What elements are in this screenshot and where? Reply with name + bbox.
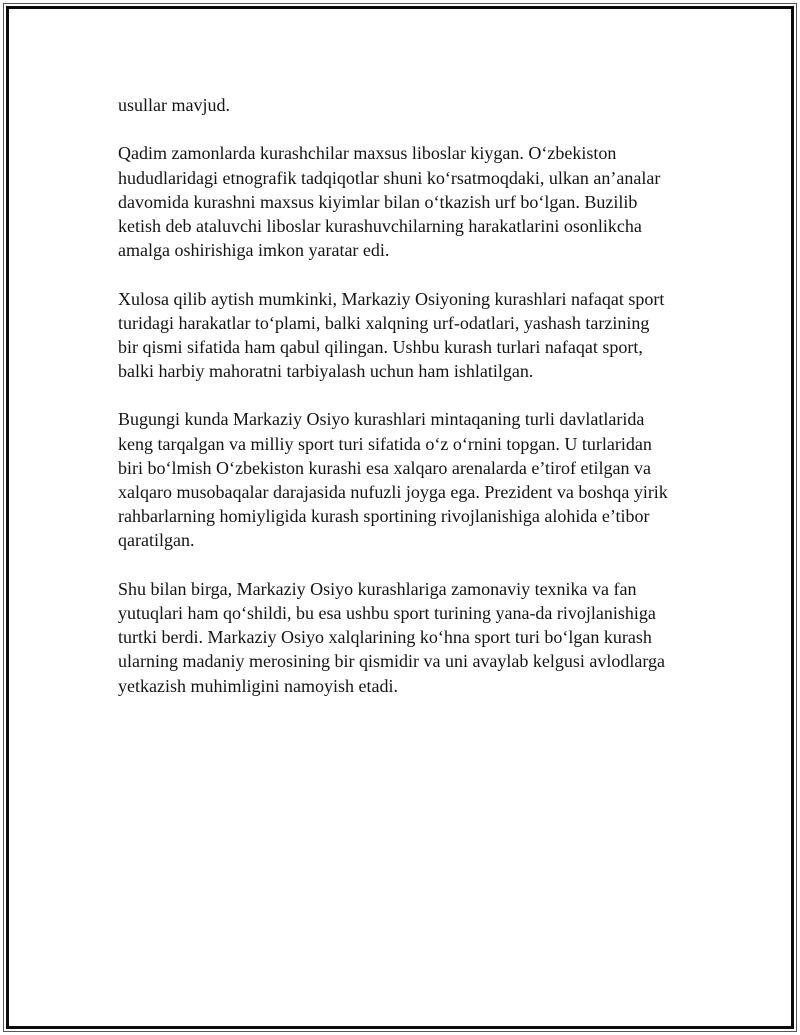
- text-line: ketish deb ataluvchi liboslar kurashuvchilarning harakatlarini osonlikcha: [118, 215, 642, 236]
- paragraph-2: [118, 141, 718, 262]
- paragraph-1: [118, 93, 718, 117]
- text-line: xalqaro musobaqalar darajasida nufuzli joyga ega. Prezident va boshqa yirik: [118, 482, 668, 502]
- text-line: Shu bilan birga, Markaziy Osiyo kurashlariga zamonaviy texnika va fan: [118, 578, 637, 599]
- text-line: biri bo‘lmish O‘zbekiston kurashi esa xalqaro arenalarda e’tirof etilgan va: [118, 457, 651, 478]
- text-line: yutuqlari ham qo‘shildi, bu esa ushbu sport turining yana-da rivojlanishiga: [118, 602, 656, 623]
- text-line: hududlaridagi etnografik tadqiqotlar shuni ko‘rsatmoqdaki, ulkan an’analar: [118, 167, 661, 188]
- text-line: qaratilgan.: [118, 530, 195, 551]
- text-line: bir qismi sifatida ham qabul qilingan. Ushbu kurash turlari nafaqat sport,: [118, 336, 643, 357]
- text-line: Bugungi kunda Markaziy Osiyo kurashlari mintaqaning turli davlatlarida: [118, 409, 645, 430]
- text-line: turidagi harakatlar to‘plami, balki xalqning urf-odatlari, yashash tarzining: [118, 312, 650, 333]
- text-line: balki harbiy mahoratni tarbiyalash uchun ham ishlatilgan.: [118, 361, 534, 382]
- text-line: keng tarqalgan va milliy sport turi sifatida o‘z o‘rnini topgan. U turlaridan: [118, 433, 652, 454]
- text-line: Qadim zamonlarda kurashchilar maxsus liboslar kiygan. O‘zbekiston: [118, 143, 617, 164]
- paragraph-4: [118, 407, 718, 552]
- text-line: davomida kurashni maxsus kiyimlar bilan o‘tkazish urf bo‘lgan. Buzilib: [118, 191, 638, 212]
- text-line: amalga oshirishiga imkon yaratar edi.: [118, 240, 390, 261]
- text-line: ularning madaniy merosining bir qismidir va uni avaylab kelgusi avlodlarga: [118, 651, 666, 672]
- text-line: Xulosa qilib aytish mumkinki, Markaziy Osiyoning kurashlari nafaqat sport: [118, 288, 665, 309]
- document-body: [118, 93, 718, 722]
- paragraph-5: [118, 577, 718, 698]
- text-line: rahbarlarning homiyligida kurash sportining rivojlanishiga alohida e’tibor: [118, 506, 650, 527]
- text-line: yetkazish muhimligini namoyish etadi.: [118, 675, 398, 696]
- text-line: turtki berdi. Markaziy Osiyo xalqlarining ko‘hna sport turi bo‘lgan kurash: [118, 627, 652, 648]
- paragraph-3: [118, 287, 718, 384]
- text-line: usullar mavjud.: [118, 95, 230, 115]
